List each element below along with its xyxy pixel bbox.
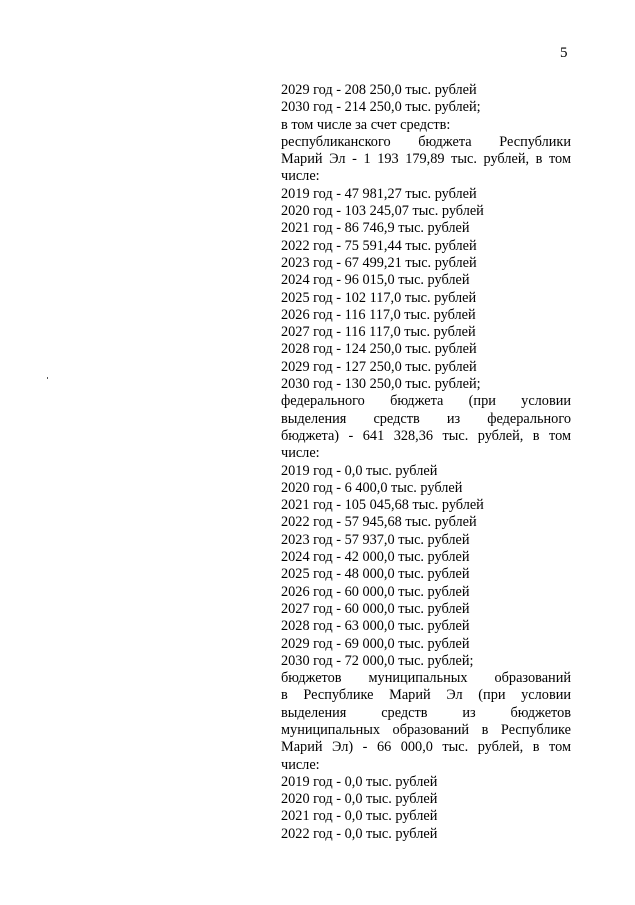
text-line: 2020 год - 6 400,0 тыс. рублей xyxy=(281,479,463,496)
text-line: 2021 год - 86 746,9 тыс. рублей xyxy=(281,220,470,237)
text-line: Марий Эл - 1 193 179,89 тыс. рублей, в том xyxy=(281,151,571,168)
text-line: 2028 год - 63 000,0 тыс. рублей xyxy=(281,618,470,635)
text-line: 2024 год - 42 000,0 тыс. рублей xyxy=(281,549,470,566)
text-line: 2027 год - 116 117,0 тыс. рублей xyxy=(281,324,476,341)
text-line: числе: xyxy=(281,445,320,462)
text-line: 2025 год - 102 117,0 тыс. рублей xyxy=(281,289,477,306)
text-line: 2019 год - 0,0 тыс. рублей xyxy=(281,462,438,479)
text-line: республиканского бюджета Республики xyxy=(281,133,571,150)
text-line: 2023 год - 57 937,0 тыс. рублей xyxy=(281,531,470,548)
text-line: выделения средств из федерального xyxy=(281,410,571,427)
text-line: 2026 год - 60 000,0 тыс. рублей xyxy=(281,583,470,600)
text-line: 2028 год - 124 250,0 тыс. рублей xyxy=(281,341,477,358)
scan-artifact xyxy=(47,377,48,379)
text-line: Марий Эл) - 66 000,0 тыс. рублей, в том xyxy=(281,739,571,756)
text-line: 2025 год - 48 000,0 тыс. рублей xyxy=(281,566,470,583)
text-line: в том числе за счет средств: xyxy=(281,116,451,133)
text-line: 2026 год - 116 117,0 тыс. рублей xyxy=(281,306,476,323)
text-line: бюджетов муниципальных образований xyxy=(281,670,571,687)
text-line: 2030 год - 130 250,0 тыс. рублей; xyxy=(281,376,481,393)
text-line: 2022 год - 57 945,68 тыс. рублей xyxy=(281,514,477,531)
text-line: числе: xyxy=(281,168,320,185)
text-line: 2027 год - 60 000,0 тыс. рублей xyxy=(281,600,470,617)
text-line: выделения средств из бюджетов xyxy=(281,704,571,721)
text-line: числе: xyxy=(281,756,320,773)
text-line: 2030 год - 72 000,0 тыс. рублей; xyxy=(281,652,474,669)
text-line: 2024 год - 96 015,0 тыс. рублей xyxy=(281,272,470,289)
text-line: 2020 год - 0,0 тыс. рублей xyxy=(281,791,438,808)
text-line: 2022 год - 75 591,44 тыс. рублей xyxy=(281,237,477,254)
text-line: в Республике Марий Эл (при условии xyxy=(281,687,571,704)
text-line: 2023 год - 67 499,21 тыс. рублей xyxy=(281,254,477,271)
financing-text-block xyxy=(281,82,571,843)
text-line: бюджета) - 641 328,36 тыс. рублей, в том xyxy=(281,427,571,444)
text-line: 2029 год - 69 000,0 тыс. рублей xyxy=(281,635,470,652)
text-line: 2029 год - 208 250,0 тыс. рублей xyxy=(281,82,477,98)
page-number: 5 xyxy=(560,45,568,61)
text-line: 2019 год - 0,0 тыс. рублей xyxy=(281,773,438,790)
text-line: муниципальных образований в Республике xyxy=(281,721,571,738)
text-line: федерального бюджета (при условии xyxy=(281,393,571,410)
text-line: 2021 год - 105 045,68 тыс. рублей xyxy=(281,497,484,514)
text-line: 2022 год - 0,0 тыс. рублей xyxy=(281,825,438,842)
text-line: 2020 год - 103 245,07 тыс. рублей xyxy=(281,203,484,220)
text-line: 2019 год - 47 981,27 тыс. рублей xyxy=(281,185,477,202)
text-line: 2029 год - 127 250,0 тыс. рублей xyxy=(281,358,477,375)
text-line: 2021 год - 0,0 тыс. рублей xyxy=(281,808,438,825)
text-line: 2030 год - 214 250,0 тыс. рублей; xyxy=(281,99,481,116)
